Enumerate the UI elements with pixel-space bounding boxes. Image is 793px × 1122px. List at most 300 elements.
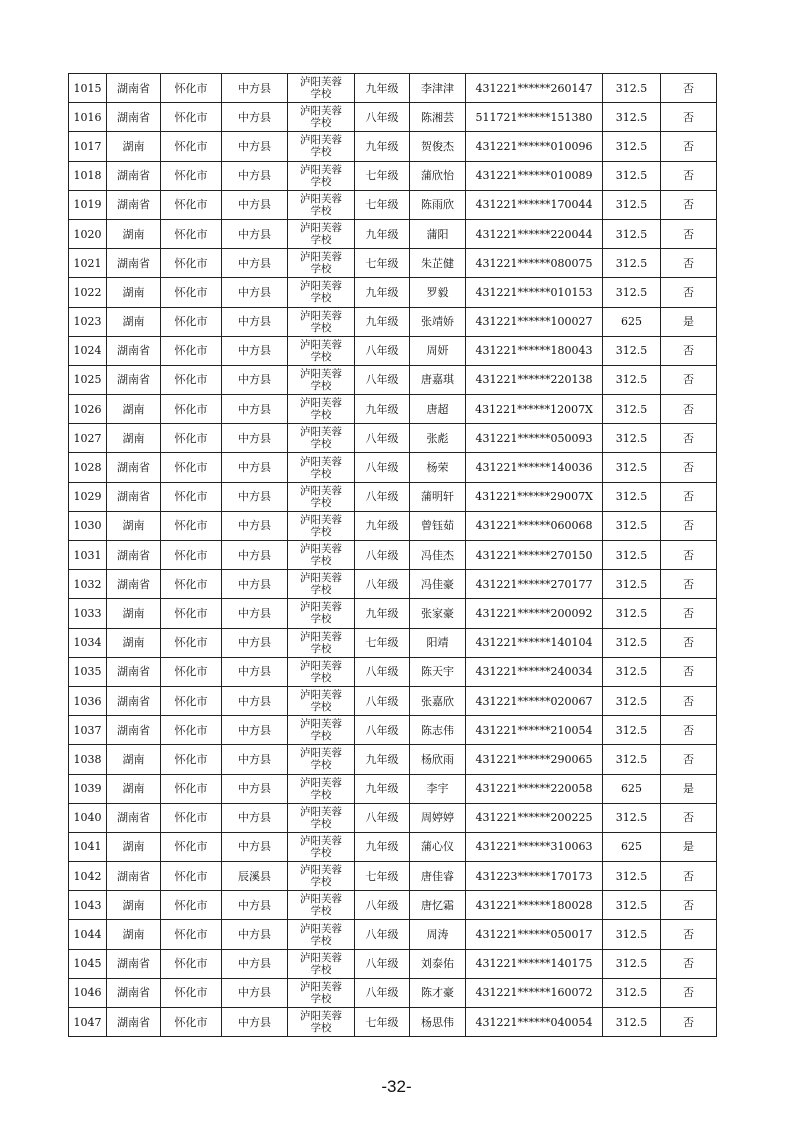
- id-number-cell: 431221******260147: [466, 74, 603, 103]
- student-name-cell: 陈雨欣: [410, 190, 466, 219]
- row-number-cell: 1034: [69, 628, 107, 657]
- table-row: [69, 161, 717, 190]
- province-cell: 湖南: [107, 132, 161, 161]
- school-name: 泸阳芙蓉学校: [300, 251, 342, 276]
- student-name-cell: 杨思伟: [410, 1008, 466, 1037]
- school-cell: [288, 365, 355, 394]
- county-cell: 中方县: [222, 599, 288, 628]
- city-cell: 怀化市: [161, 1008, 222, 1037]
- grade-cell: 七年级: [355, 628, 410, 657]
- province-cell: 湖南: [107, 307, 161, 336]
- flag-cell: 否: [661, 657, 717, 686]
- table-row: [69, 978, 717, 1007]
- amount-cell: 312.5: [603, 365, 661, 394]
- row-number-cell: 1044: [69, 920, 107, 949]
- county-cell: 中方县: [222, 74, 288, 103]
- student-subsidy-table: [68, 73, 717, 1037]
- student-name-cell: 陈才豪: [410, 978, 466, 1007]
- flag-cell: 否: [661, 803, 717, 832]
- amount-cell: 312.5: [603, 949, 661, 978]
- row-number-cell: 1030: [69, 511, 107, 540]
- student-name-cell: 曾钰茹: [410, 511, 466, 540]
- row-number-cell: 1027: [69, 424, 107, 453]
- row-number-cell: 1017: [69, 132, 107, 161]
- id-number-cell: 431221******020067: [466, 686, 603, 715]
- id-number-cell: 431221******140104: [466, 628, 603, 657]
- row-number-cell: 1026: [69, 395, 107, 424]
- flag-cell: 否: [661, 103, 717, 132]
- amount-cell: 312.5: [603, 570, 661, 599]
- school-cell: [288, 745, 355, 774]
- city-cell: 怀化市: [161, 541, 222, 570]
- amount-cell: 312.5: [603, 716, 661, 745]
- id-number-cell: 431221******140175: [466, 949, 603, 978]
- province-cell: 湖南省: [107, 657, 161, 686]
- province-cell: 湖南省: [107, 949, 161, 978]
- province-cell: 湖南省: [107, 716, 161, 745]
- table-row: [69, 716, 717, 745]
- county-cell: 中方县: [222, 395, 288, 424]
- flag-cell: 否: [661, 949, 717, 978]
- school-cell: [288, 103, 355, 132]
- amount-cell: 312.5: [603, 1008, 661, 1037]
- id-number-cell: 431221******140036: [466, 453, 603, 482]
- school-cell: [288, 803, 355, 832]
- grade-cell: 九年级: [355, 395, 410, 424]
- city-cell: 怀化市: [161, 657, 222, 686]
- id-number-cell: 431221******240034: [466, 657, 603, 686]
- school-name: 泸阳芙蓉学校: [300, 309, 342, 334]
- id-number-cell: 431221******050017: [466, 920, 603, 949]
- school-name: 泸阳芙蓉学校: [300, 513, 342, 538]
- id-number-cell: 431221******220138: [466, 365, 603, 394]
- school-name: 泸阳芙蓉学校: [300, 163, 342, 188]
- county-cell: 中方县: [222, 716, 288, 745]
- table-row: [69, 482, 717, 511]
- id-number-cell: 431221******160072: [466, 978, 603, 1007]
- city-cell: 怀化市: [161, 307, 222, 336]
- province-cell: 湖南: [107, 599, 161, 628]
- table-row: [69, 803, 717, 832]
- id-number-cell: 431221******12007X: [466, 395, 603, 424]
- flag-cell: 否: [661, 132, 717, 161]
- province-cell: 湖南: [107, 278, 161, 307]
- school-name: 泸阳芙蓉学校: [300, 367, 342, 392]
- grade-cell: 七年级: [355, 862, 410, 891]
- school-cell: [288, 278, 355, 307]
- grade-cell: 九年级: [355, 599, 410, 628]
- amount-cell: 312.5: [603, 453, 661, 482]
- school-name: 泸阳芙蓉学校: [300, 630, 342, 655]
- county-cell: 中方县: [222, 628, 288, 657]
- school-cell: [288, 249, 355, 278]
- province-cell: 湖南: [107, 628, 161, 657]
- county-cell: 中方县: [222, 365, 288, 394]
- table-row: [69, 278, 717, 307]
- school-name: 泸阳芙蓉学校: [300, 543, 342, 568]
- school-cell: [288, 832, 355, 861]
- province-cell: 湖南省: [107, 365, 161, 394]
- school-name: 泸阳芙蓉学校: [300, 455, 342, 480]
- flag-cell: 否: [661, 716, 717, 745]
- school-name: 泸阳芙蓉学校: [300, 134, 342, 159]
- id-number-cell: 431221******060068: [466, 511, 603, 540]
- flag-cell: 否: [661, 453, 717, 482]
- school-name: 泸阳芙蓉学校: [300, 805, 342, 830]
- province-cell: 湖南: [107, 511, 161, 540]
- county-cell: 中方县: [222, 686, 288, 715]
- table-row: [69, 103, 717, 132]
- id-number-cell: 431221******290065: [466, 745, 603, 774]
- row-number-cell: 1015: [69, 74, 107, 103]
- grade-cell: 八年级: [355, 541, 410, 570]
- id-number-cell: 431221******040054: [466, 1008, 603, 1037]
- table-row: [69, 511, 717, 540]
- flag-cell: 否: [661, 278, 717, 307]
- school-name: 泸阳芙蓉学校: [300, 484, 342, 509]
- grade-cell: 七年级: [355, 1008, 410, 1037]
- school-cell: [288, 978, 355, 1007]
- city-cell: 怀化市: [161, 219, 222, 248]
- student-name-cell: 罗毅: [410, 278, 466, 307]
- grade-cell: 九年级: [355, 74, 410, 103]
- amount-cell: 312.5: [603, 161, 661, 190]
- school-cell: [288, 219, 355, 248]
- student-name-cell: 朱芷健: [410, 249, 466, 278]
- table-row: [69, 395, 717, 424]
- grade-cell: 九年级: [355, 278, 410, 307]
- id-number-cell: 431221******180043: [466, 336, 603, 365]
- province-cell: 湖南省: [107, 249, 161, 278]
- student-name-cell: 陈湘芸: [410, 103, 466, 132]
- county-cell: 中方县: [222, 103, 288, 132]
- grade-cell: 八年级: [355, 365, 410, 394]
- table-row: [69, 453, 717, 482]
- grade-cell: 八年级: [355, 716, 410, 745]
- school-cell: [288, 482, 355, 511]
- school-cell: [288, 628, 355, 657]
- amount-cell: 312.5: [603, 686, 661, 715]
- student-name-cell: 周妍: [410, 336, 466, 365]
- school-name: 泸阳芙蓉学校: [300, 222, 342, 247]
- row-number-cell: 1033: [69, 599, 107, 628]
- id-number-cell: 431221******270150: [466, 541, 603, 570]
- province-cell: 湖南: [107, 219, 161, 248]
- id-number-cell: 431221******220044: [466, 219, 603, 248]
- amount-cell: 312.5: [603, 74, 661, 103]
- amount-cell: 312.5: [603, 920, 661, 949]
- province-cell: 湖南省: [107, 103, 161, 132]
- student-name-cell: 蒲阳: [410, 219, 466, 248]
- student-name-cell: 刘泰佑: [410, 949, 466, 978]
- table-row: [69, 745, 717, 774]
- county-cell: 中方县: [222, 336, 288, 365]
- row-number-cell: 1040: [69, 803, 107, 832]
- id-number-cell: 431221******180028: [466, 891, 603, 920]
- row-number-cell: 1032: [69, 570, 107, 599]
- flag-cell: 是: [661, 774, 717, 803]
- student-name-cell: 周涛: [410, 920, 466, 949]
- id-number-cell: 431221******050093: [466, 424, 603, 453]
- row-number-cell: 1020: [69, 219, 107, 248]
- school-name: 泸阳芙蓉学校: [300, 426, 342, 451]
- amount-cell: 312.5: [603, 891, 661, 920]
- table-row: [69, 336, 717, 365]
- table-row: [69, 920, 717, 949]
- grade-cell: 八年级: [355, 570, 410, 599]
- school-cell: [288, 161, 355, 190]
- id-number-cell: 431221******220058: [466, 774, 603, 803]
- school-name: 泸阳芙蓉学校: [300, 192, 342, 217]
- flag-cell: 否: [661, 570, 717, 599]
- county-cell: 中方县: [222, 219, 288, 248]
- county-cell: 中方县: [222, 774, 288, 803]
- amount-cell: 312.5: [603, 511, 661, 540]
- school-cell: [288, 920, 355, 949]
- city-cell: 怀化市: [161, 278, 222, 307]
- city-cell: 怀化市: [161, 249, 222, 278]
- grade-cell: 八年级: [355, 482, 410, 511]
- county-cell: 中方县: [222, 1008, 288, 1037]
- county-cell: 辰溪县: [222, 862, 288, 891]
- id-number-cell: 431221******010096: [466, 132, 603, 161]
- flag-cell: 否: [661, 365, 717, 394]
- city-cell: 怀化市: [161, 949, 222, 978]
- province-cell: 湖南省: [107, 686, 161, 715]
- table-row: [69, 249, 717, 278]
- table-row: [69, 219, 717, 248]
- school-cell: [288, 949, 355, 978]
- grade-cell: 八年级: [355, 920, 410, 949]
- flag-cell: 否: [661, 541, 717, 570]
- table-row: [69, 132, 717, 161]
- flag-cell: 否: [661, 482, 717, 511]
- city-cell: 怀化市: [161, 686, 222, 715]
- school-name: 泸阳芙蓉学校: [300, 1010, 342, 1035]
- school-cell: [288, 395, 355, 424]
- id-number-cell: 431221******010153: [466, 278, 603, 307]
- province-cell: 湖南省: [107, 803, 161, 832]
- city-cell: 怀化市: [161, 103, 222, 132]
- student-name-cell: 张家豪: [410, 599, 466, 628]
- id-number-cell: 431221******200225: [466, 803, 603, 832]
- province-cell: 湖南省: [107, 453, 161, 482]
- flag-cell: 否: [661, 74, 717, 103]
- student-name-cell: 张靖娇: [410, 307, 466, 336]
- city-cell: 怀化市: [161, 190, 222, 219]
- row-number-cell: 1041: [69, 832, 107, 861]
- school-name: 泸阳芙蓉学校: [300, 951, 342, 976]
- amount-cell: 312.5: [603, 336, 661, 365]
- table-body: [69, 74, 717, 1037]
- city-cell: 怀化市: [161, 920, 222, 949]
- student-name-cell: 李津津: [410, 74, 466, 103]
- flag-cell: 否: [661, 599, 717, 628]
- city-cell: 怀化市: [161, 716, 222, 745]
- school-name: 泸阳芙蓉学校: [300, 280, 342, 305]
- school-cell: [288, 891, 355, 920]
- row-number-cell: 1035: [69, 657, 107, 686]
- county-cell: 中方县: [222, 278, 288, 307]
- school-name: 泸阳芙蓉学校: [300, 747, 342, 772]
- student-name-cell: 贺俊杰: [410, 132, 466, 161]
- city-cell: 怀化市: [161, 891, 222, 920]
- row-number-cell: 1024: [69, 336, 107, 365]
- city-cell: 怀化市: [161, 395, 222, 424]
- county-cell: 中方县: [222, 482, 288, 511]
- table-row: [69, 365, 717, 394]
- city-cell: 怀化市: [161, 628, 222, 657]
- city-cell: 怀化市: [161, 978, 222, 1007]
- id-number-cell: 431221******200092: [466, 599, 603, 628]
- school-name: 泸阳芙蓉学校: [300, 980, 342, 1005]
- amount-cell: 312.5: [603, 482, 661, 511]
- row-number-cell: 1019: [69, 190, 107, 219]
- county-cell: 中方县: [222, 803, 288, 832]
- table-row: [69, 74, 717, 103]
- county-cell: 中方县: [222, 190, 288, 219]
- student-name-cell: 唐嘉琪: [410, 365, 466, 394]
- id-number-cell: 511721******151380: [466, 103, 603, 132]
- school-name: 泸阳芙蓉学校: [300, 776, 342, 801]
- id-number-cell: 431221******210054: [466, 716, 603, 745]
- grade-cell: 九年级: [355, 511, 410, 540]
- province-cell: 湖南省: [107, 978, 161, 1007]
- flag-cell: 否: [661, 249, 717, 278]
- grade-cell: 八年级: [355, 803, 410, 832]
- student-name-cell: 杨荣: [410, 453, 466, 482]
- flag-cell: 是: [661, 832, 717, 861]
- flag-cell: 否: [661, 628, 717, 657]
- flag-cell: 否: [661, 511, 717, 540]
- city-cell: 怀化市: [161, 424, 222, 453]
- city-cell: 怀化市: [161, 74, 222, 103]
- id-number-cell: 431221******270177: [466, 570, 603, 599]
- row-number-cell: 1038: [69, 745, 107, 774]
- row-number-cell: 1025: [69, 365, 107, 394]
- grade-cell: 七年级: [355, 190, 410, 219]
- flag-cell: 否: [661, 920, 717, 949]
- province-cell: 湖南省: [107, 74, 161, 103]
- province-cell: 湖南: [107, 774, 161, 803]
- school-name: 泸阳芙蓉学校: [300, 864, 342, 889]
- table-row: [69, 774, 717, 803]
- school-cell: [288, 570, 355, 599]
- county-cell: 中方县: [222, 978, 288, 1007]
- school-cell: [288, 511, 355, 540]
- city-cell: 怀化市: [161, 570, 222, 599]
- row-number-cell: 1018: [69, 161, 107, 190]
- province-cell: 湖南省: [107, 570, 161, 599]
- grade-cell: 八年级: [355, 424, 410, 453]
- id-number-cell: 431221******010089: [466, 161, 603, 190]
- grade-cell: 八年级: [355, 657, 410, 686]
- row-number-cell: 1023: [69, 307, 107, 336]
- student-name-cell: 冯佳豪: [410, 570, 466, 599]
- province-cell: 湖南省: [107, 190, 161, 219]
- grade-cell: 八年级: [355, 891, 410, 920]
- county-cell: 中方县: [222, 657, 288, 686]
- county-cell: 中方县: [222, 920, 288, 949]
- county-cell: 中方县: [222, 307, 288, 336]
- school-cell: [288, 657, 355, 686]
- county-cell: 中方县: [222, 511, 288, 540]
- school-cell: [288, 686, 355, 715]
- school-cell: [288, 599, 355, 628]
- row-number-cell: 1029: [69, 482, 107, 511]
- grade-cell: 九年级: [355, 132, 410, 161]
- row-number-cell: 1047: [69, 1008, 107, 1037]
- city-cell: 怀化市: [161, 745, 222, 774]
- province-cell: 湖南省: [107, 862, 161, 891]
- flag-cell: 否: [661, 161, 717, 190]
- row-number-cell: 1016: [69, 103, 107, 132]
- grade-cell: 八年级: [355, 453, 410, 482]
- province-cell: 湖南省: [107, 1008, 161, 1037]
- flag-cell: 否: [661, 862, 717, 891]
- flag-cell: 否: [661, 219, 717, 248]
- grade-cell: 九年级: [355, 832, 410, 861]
- city-cell: 怀化市: [161, 774, 222, 803]
- id-number-cell: 431223******170173: [466, 862, 603, 891]
- school-name: 泸阳芙蓉学校: [300, 718, 342, 743]
- row-number-cell: 1043: [69, 891, 107, 920]
- county-cell: 中方县: [222, 453, 288, 482]
- id-number-cell: 431221******080075: [466, 249, 603, 278]
- table-row: [69, 686, 717, 715]
- province-cell: 湖南省: [107, 482, 161, 511]
- student-name-cell: 唐超: [410, 395, 466, 424]
- school-cell: [288, 424, 355, 453]
- amount-cell: 312.5: [603, 862, 661, 891]
- id-number-cell: 431221******310063: [466, 832, 603, 861]
- school-name: 泸阳芙蓉学校: [300, 76, 342, 101]
- row-number-cell: 1021: [69, 249, 107, 278]
- school-name: 泸阳芙蓉学校: [300, 572, 342, 597]
- county-cell: 中方县: [222, 249, 288, 278]
- student-name-cell: 蒲明轩: [410, 482, 466, 511]
- school-cell: [288, 190, 355, 219]
- school-name: 泸阳芙蓉学校: [300, 659, 342, 684]
- school-name: 泸阳芙蓉学校: [300, 689, 342, 714]
- county-cell: 中方县: [222, 161, 288, 190]
- province-cell: 湖南省: [107, 541, 161, 570]
- grade-cell: 八年级: [355, 686, 410, 715]
- row-number-cell: 1037: [69, 716, 107, 745]
- school-cell: [288, 716, 355, 745]
- county-cell: 中方县: [222, 424, 288, 453]
- table-row: [69, 832, 717, 861]
- id-number-cell: 431221******100027: [466, 307, 603, 336]
- amount-cell: 312.5: [603, 657, 661, 686]
- school-name: 泸阳芙蓉学校: [300, 338, 342, 363]
- grade-cell: 八年级: [355, 978, 410, 1007]
- amount-cell: 312.5: [603, 190, 661, 219]
- flag-cell: 否: [661, 891, 717, 920]
- student-name-cell: 李宇: [410, 774, 466, 803]
- province-cell: 湖南: [107, 424, 161, 453]
- school-name: 泸阳芙蓉学校: [300, 397, 342, 422]
- school-cell: [288, 541, 355, 570]
- city-cell: 怀化市: [161, 336, 222, 365]
- county-cell: 中方县: [222, 745, 288, 774]
- province-cell: 湖南省: [107, 336, 161, 365]
- student-name-cell: 冯佳杰: [410, 541, 466, 570]
- flag-cell: 否: [661, 190, 717, 219]
- province-cell: 湖南省: [107, 161, 161, 190]
- county-cell: 中方县: [222, 949, 288, 978]
- student-name-cell: 张嘉欣: [410, 686, 466, 715]
